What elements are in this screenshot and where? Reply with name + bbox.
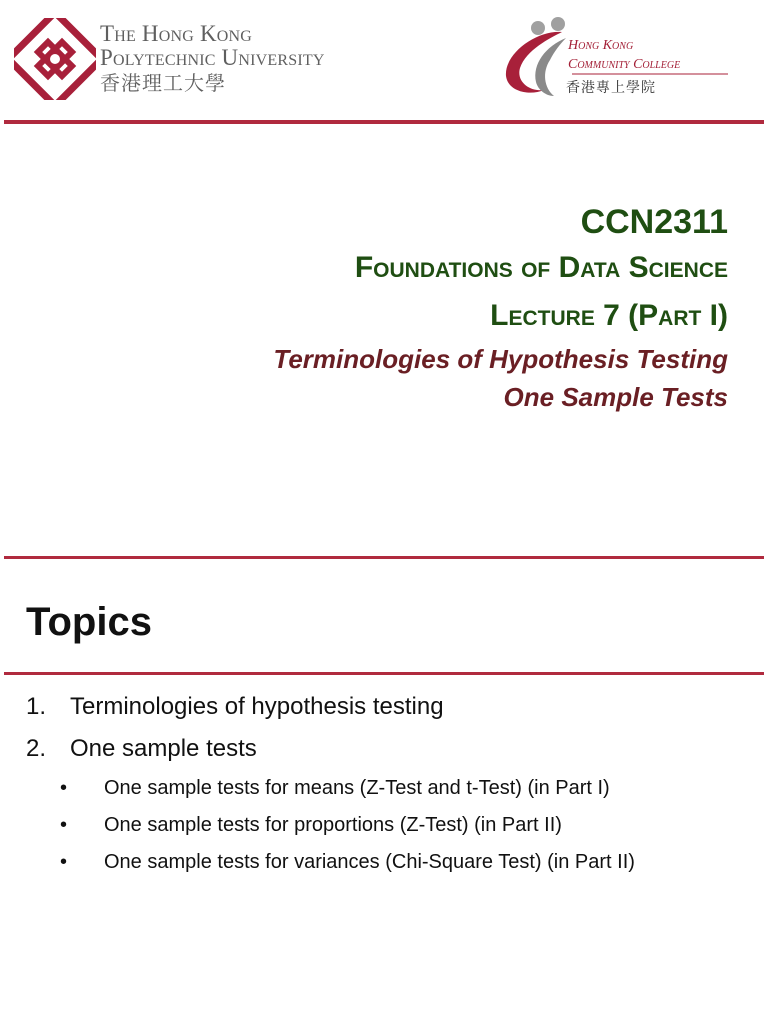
hkcc-name-chinese: 香港專上學院 — [566, 80, 656, 96]
polyu-name-chinese: 香港理工大學 — [100, 71, 226, 95]
hkcc-name-line2: Community College — [568, 57, 681, 72]
sub-list-item-text: One sample tests for proportions (Z-Test) (in Part II) — [104, 814, 562, 836]
title-block — [273, 200, 728, 416]
bullet-icon: • — [60, 814, 68, 836]
polyu-logo-icon — [14, 18, 96, 100]
list-item-number: 2. — [26, 735, 47, 762]
polyu-name-line1: The Hong Kong — [100, 21, 253, 46]
sub-list-item — [26, 844, 756, 881]
hkcc-name-line1: Hong Kong — [568, 38, 634, 53]
list-item — [26, 686, 756, 728]
topics-divider — [4, 672, 764, 675]
polyu-name — [100, 22, 325, 96]
course-code: CCN2311 — [580, 203, 728, 241]
topics-list — [26, 686, 756, 881]
list-item-text: Terminologies of hypothesis testing — [70, 693, 444, 720]
lecture-title: Lecture 7 (Part I) — [490, 299, 728, 332]
slide-divider — [4, 556, 764, 559]
subtitle-line2: One Sample Tests — [503, 382, 728, 412]
subtitle-line1: Terminologies of Hypothesis Testing — [273, 344, 728, 374]
sub-list-item-text: One sample tests for means (Z-Test and t-Test) (in Part I) — [104, 777, 610, 799]
topics-heading: Topics — [26, 600, 152, 644]
sub-list-item — [26, 807, 756, 844]
course-name: Foundations of Data Science — [354, 251, 728, 284]
sub-list-item-text: One sample tests for variances (Chi-Square Test) (in Part II) — [104, 851, 635, 873]
list-item-text: One sample tests — [70, 735, 257, 762]
list-item-number: 1. — [26, 693, 47, 720]
bullet-icon: • — [60, 777, 68, 799]
list-item — [26, 728, 756, 770]
sub-list-item — [26, 770, 756, 807]
polyu-name-line2: Polytechnic University — [100, 45, 325, 70]
header-divider — [4, 120, 764, 124]
bullet-icon: • — [60, 851, 68, 873]
